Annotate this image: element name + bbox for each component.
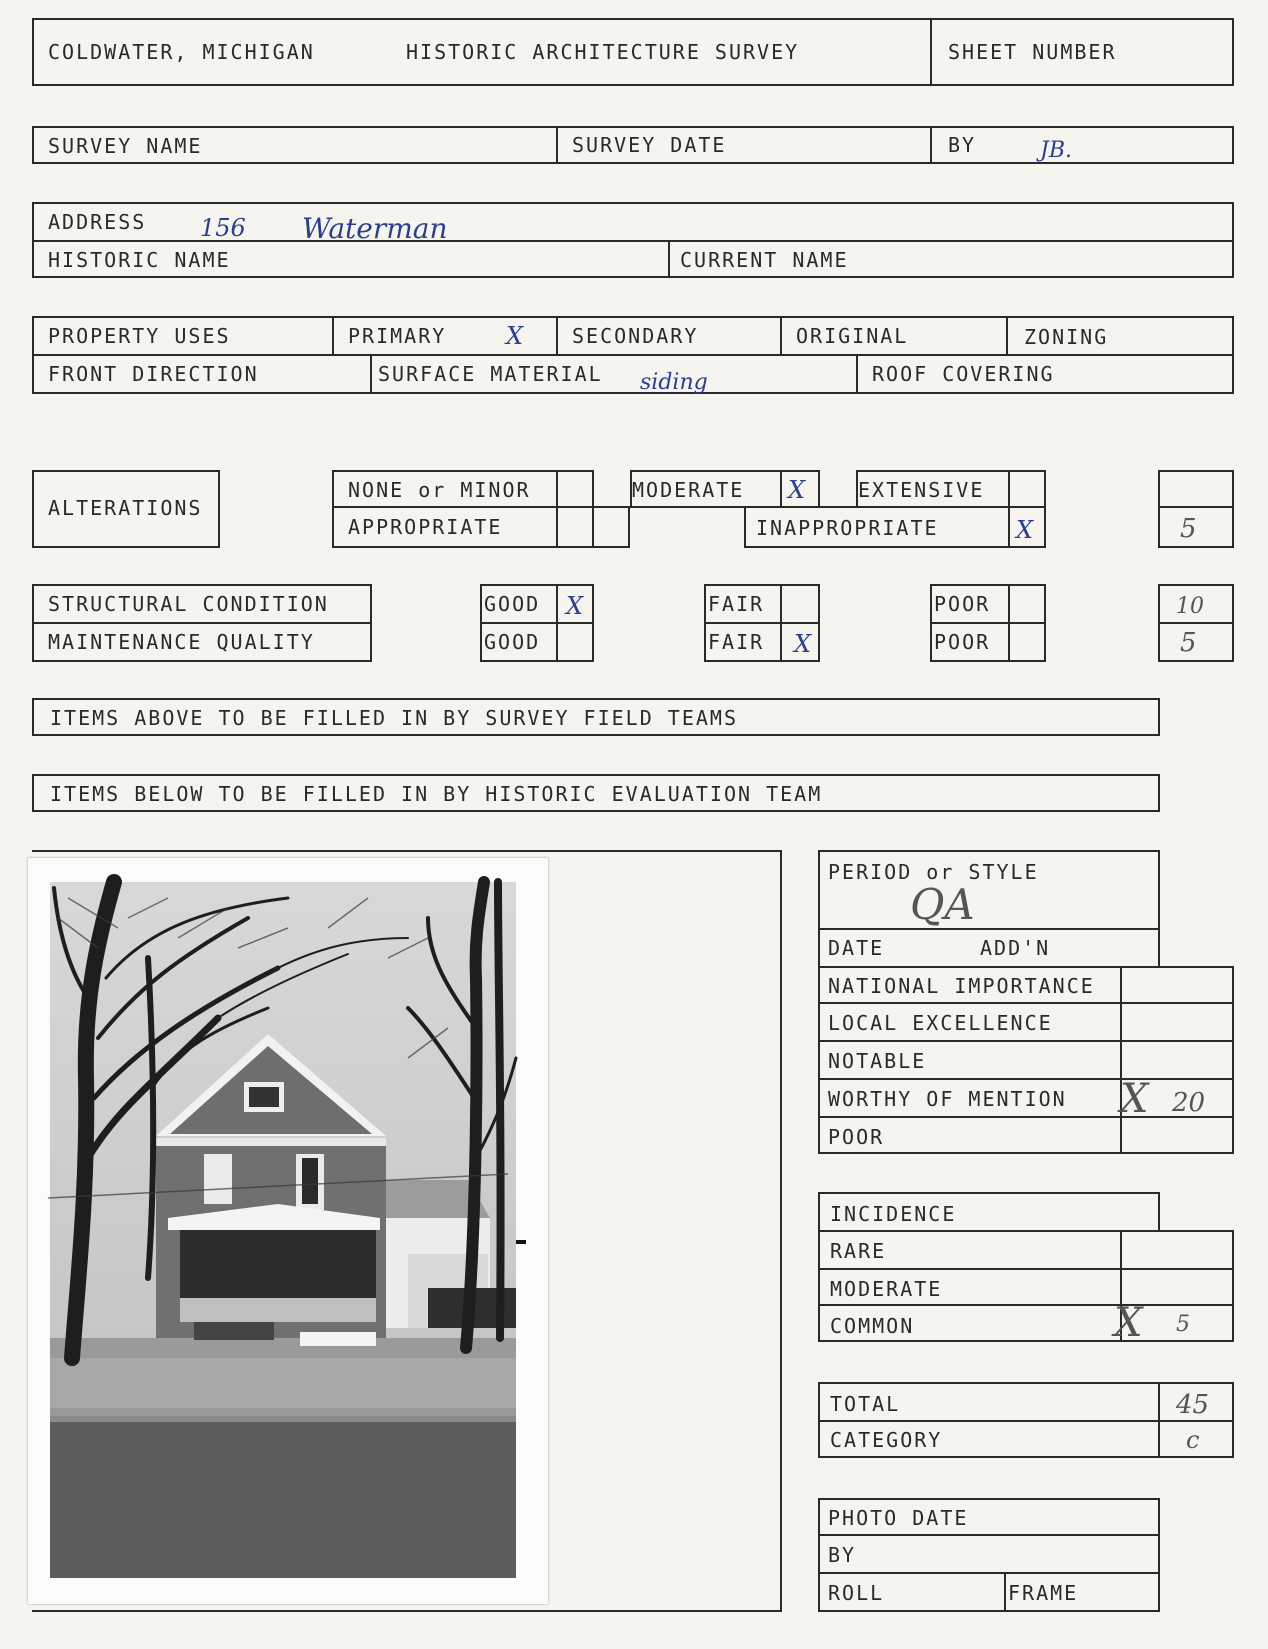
maintenance-quality-label: MAINTENANCE QUALITY	[48, 630, 315, 654]
photo-date-label: PHOTO DATE	[828, 1506, 969, 1530]
front-direction-label: FRONT DIRECTION	[48, 362, 259, 386]
survey-name-label: SURVEY NAME	[48, 134, 203, 158]
none-minor-label: NONE or MINOR	[348, 478, 531, 502]
notable-label: NOTABLE	[828, 1049, 927, 1073]
total-label: TOTAL	[830, 1392, 901, 1416]
by-value: JB.	[1040, 138, 1072, 163]
historic-name-label: HISTORIC NAME	[48, 248, 231, 272]
address-label: ADDRESS	[48, 210, 147, 234]
period-style-label: PERIOD or STYLE	[828, 860, 1039, 884]
poor-label-structural: POOR	[934, 592, 991, 616]
appropriate-label: APPROPRIATE	[348, 515, 503, 539]
primary-mark: X	[506, 322, 524, 350]
inappropriate-label: INAPPROPRIATE	[756, 516, 939, 540]
inappropriate-mark: X	[1016, 516, 1034, 544]
city-label: COLDWATER, MICHIGAN	[48, 40, 315, 64]
alterations-label: ALTERATIONS	[48, 496, 203, 520]
address-number: 156	[200, 214, 246, 242]
current-name-label: CURRENT NAME	[680, 248, 849, 272]
local-excellence-label: LOCAL EXCELLENCE	[828, 1011, 1053, 1035]
fair-label-maintenance: FAIR	[708, 630, 765, 654]
surface-material-value: siding	[640, 370, 708, 395]
date-label: DATE	[828, 936, 885, 960]
worthy-of-mention-label: WORTHY OF MENTION	[828, 1087, 1067, 1111]
original-label: ORIGINAL	[796, 324, 909, 348]
good-label-maintenance: GOOD	[484, 630, 541, 654]
structural-condition-label: STRUCTURAL CONDITION	[48, 592, 329, 616]
common-mark: X	[1114, 1300, 1143, 1346]
extensive-label: EXTENSIVE	[858, 478, 985, 502]
survey-title: HISTORIC ARCHITECTURE SURVEY	[406, 40, 800, 64]
rare-label: RARE	[830, 1239, 887, 1263]
alterations-score: 5	[1180, 514, 1197, 544]
property-uses-label: PROPERTY USES	[48, 324, 231, 348]
period-style-value: QA	[910, 880, 975, 929]
incidence-label: INCIDENCE	[830, 1202, 957, 1226]
eval-poor-label: POOR	[828, 1125, 885, 1149]
worthy-score: 20	[1172, 1088, 1206, 1118]
good-label-structural: GOOD	[484, 592, 541, 616]
poor-label-maintenance: POOR	[934, 630, 991, 654]
fair-label-structural: FAIR	[708, 592, 765, 616]
moderate-incidence-label: MODERATE	[830, 1277, 943, 1301]
category-label: CATEGORY	[830, 1428, 943, 1452]
category-value: c	[1186, 1426, 1200, 1454]
secondary-label: SECONDARY	[572, 324, 699, 348]
addn-label: ADD'N	[980, 936, 1051, 960]
items-below-note: ITEMS BELOW TO BE FILLED IN BY HISTORIC EVALUATION TEAM	[50, 782, 823, 806]
total-value: 45	[1176, 1390, 1210, 1420]
house-photo	[28, 858, 548, 1604]
worthy-mark: X	[1120, 1076, 1149, 1122]
moderate-mark: X	[788, 476, 806, 504]
photo-by-label: BY	[828, 1543, 857, 1567]
common-score: 5	[1176, 1312, 1190, 1337]
house-photo-image	[28, 858, 548, 1604]
maintenance-fair-mark: X	[794, 630, 812, 658]
national-importance-label: NATIONAL IMPORTANCE	[828, 974, 1095, 998]
by-label: BY	[948, 133, 977, 157]
moderate-label: MODERATE	[632, 478, 745, 502]
roof-covering-label: ROOF COVERING	[872, 362, 1055, 386]
survey-date-label: SURVEY DATE	[572, 133, 727, 157]
primary-label: PRIMARY	[348, 324, 447, 348]
frame-label: FRAME	[1008, 1581, 1079, 1605]
zoning-label: ZONING	[1024, 325, 1109, 349]
items-above-note: ITEMS ABOVE TO BE FILLED IN BY SURVEY FIELD TEAMS	[50, 706, 739, 730]
maintenance-score: 5	[1180, 628, 1197, 658]
sheet-number-label: SHEET NUMBER	[948, 40, 1117, 64]
roll-label: ROLL	[828, 1581, 885, 1605]
common-label: COMMON	[830, 1314, 915, 1338]
structural-score: 10	[1176, 594, 1204, 619]
structural-good-mark: X	[566, 592, 584, 620]
address-street: Waterman	[302, 212, 448, 245]
surface-material-label: SURFACE MATERIAL	[378, 362, 603, 386]
